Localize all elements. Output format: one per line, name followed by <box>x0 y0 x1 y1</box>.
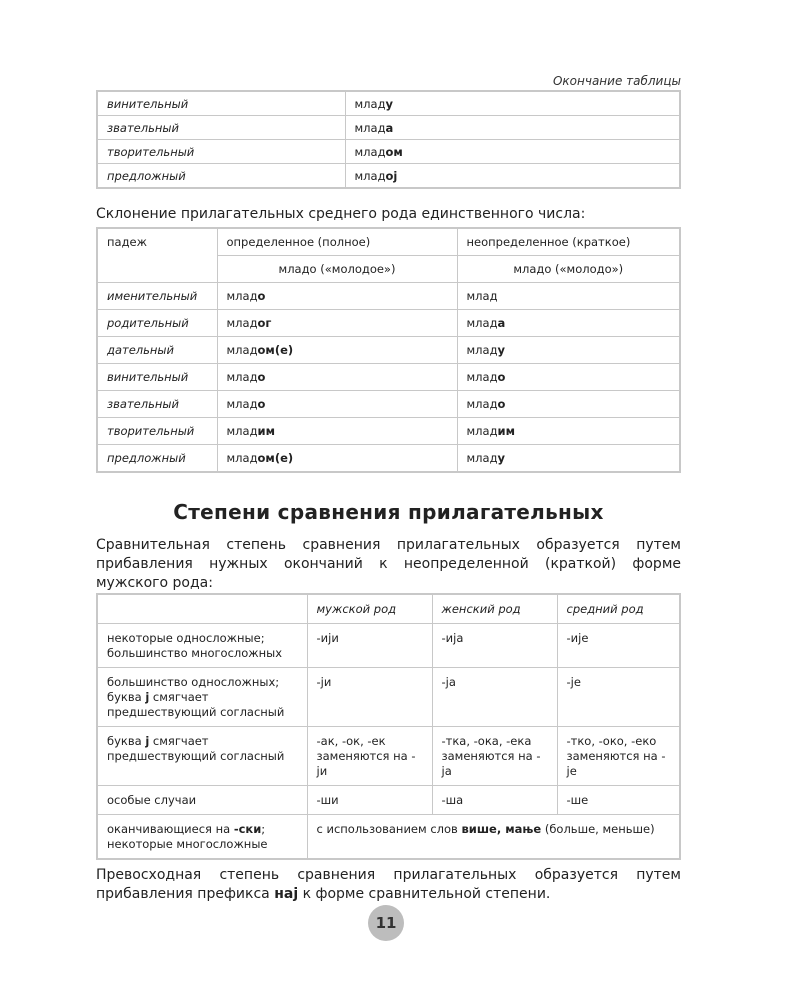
indefinite-form: младо <box>457 391 680 418</box>
table-neuter-declension <box>96 227 681 473</box>
header-case: падеж <box>97 228 217 283</box>
neuter-ending: -jе <box>557 668 680 727</box>
table-row <box>97 668 680 727</box>
table-row <box>97 91 680 116</box>
row-label: оканчивающиеся на -ски; некоторые многосложные <box>97 815 307 860</box>
row-label: особые случаи <box>97 786 307 815</box>
neuter-ending: -ше <box>557 786 680 815</box>
case-label: творительный <box>97 140 345 164</box>
table-row <box>97 140 680 164</box>
page-number: 11 <box>368 905 404 941</box>
feminine-ending: -ша <box>432 786 557 815</box>
definite-form: младим <box>217 418 457 445</box>
case-label: винительный <box>97 91 345 116</box>
table-row <box>97 337 680 364</box>
section-heading: Степени сравнения прилагательных <box>173 500 604 524</box>
feminine-ending: -jа <box>432 668 557 727</box>
case-label: предложный <box>97 164 345 189</box>
table-row <box>97 116 680 140</box>
header-definite-example: младо («молодое») <box>217 256 457 283</box>
table-row <box>97 445 680 473</box>
table-row <box>97 815 680 860</box>
case-label: дательный <box>97 337 217 364</box>
word-form: младу <box>345 91 680 116</box>
word-form: младом <box>345 140 680 164</box>
table-header-row <box>97 594 680 624</box>
case-label: предложный <box>97 445 217 473</box>
table-masculine-declension-end <box>96 90 681 189</box>
indefinite-form: млад <box>457 283 680 310</box>
case-label: звательный <box>97 116 345 140</box>
case-label: родительный <box>97 310 217 337</box>
indefinite-form: младим <box>457 418 680 445</box>
table-comparative-degree <box>96 593 681 860</box>
masculine-ending: -jи <box>307 668 432 727</box>
feminine-ending: -тка, -ока, -ека заменяются на -jа <box>432 727 557 786</box>
table-row <box>97 283 680 310</box>
table-row <box>97 624 680 668</box>
table-row <box>97 164 680 189</box>
table-header-row <box>97 228 680 256</box>
table-row <box>97 727 680 786</box>
row-label: большинство односложных; буква j смягчает предшествующий согласный <box>97 668 307 727</box>
feminine-ending: -иjа <box>432 624 557 668</box>
masculine-ending: -ши <box>307 786 432 815</box>
superlative-paragraph: Превосходная степень сравнения прилагательных образуется путем прибавления префикса нај к форме сравнительной степени. <box>96 867 681 902</box>
neuter-ending: -тко, -око, -еко заменяются на -jе <box>557 727 680 786</box>
definite-form: младо <box>217 391 457 418</box>
case-label: винительный <box>97 364 217 391</box>
case-label: именительный <box>97 283 217 310</box>
header-definite: определенное (полное) <box>217 228 457 256</box>
definite-form: младо <box>217 364 457 391</box>
masculine-ending: -ак, -ок, -ек заменяются на -jи <box>307 727 432 786</box>
definite-form: младом(е) <box>217 337 457 364</box>
table-row <box>97 391 680 418</box>
neuter-caption: Склонение прилагательных среднего рода единственного числа: <box>96 206 586 222</box>
row-label: буква j смягчает предшествующий согласный <box>97 727 307 786</box>
table-row <box>97 418 680 445</box>
row-label: некоторые односложные; большинство многосложных <box>97 624 307 668</box>
word-form: младој <box>345 164 680 189</box>
indefinite-form: младу <box>457 337 680 364</box>
case-label: творительный <box>97 418 217 445</box>
header-indefinite-example: младо («молодо») <box>457 256 680 283</box>
indefinite-form: млада <box>457 310 680 337</box>
case-label: звательный <box>97 391 217 418</box>
definite-form: младом(е) <box>217 445 457 473</box>
header-neuter: средний род <box>557 594 680 624</box>
table-row <box>97 310 680 337</box>
definite-form: младог <box>217 310 457 337</box>
table-row <box>97 364 680 391</box>
indefinite-form: младу <box>457 445 680 473</box>
definite-form: младо <box>217 283 457 310</box>
masculine-ending: -иjи <box>307 624 432 668</box>
neuter-ending: -иjе <box>557 624 680 668</box>
continuation-note: Окончание таблицы <box>552 74 681 88</box>
header-indefinite: неопределенное (краткое) <box>457 228 680 256</box>
table-row <box>97 786 680 815</box>
spanning-cell: с использованием слов више, мање (больше, меньше) <box>307 815 680 860</box>
indefinite-form: младо <box>457 364 680 391</box>
header-masculine: мужской род <box>307 594 432 624</box>
word-form: млада <box>345 116 680 140</box>
comparative-paragraph: Сравнительная степень сравнения прилагательных образуется путем прибавления нужных окончаний к неопределенной (краткой) форме мужского рода: <box>96 537 681 591</box>
header-blank <box>97 594 307 624</box>
header-feminine: женский род <box>432 594 557 624</box>
